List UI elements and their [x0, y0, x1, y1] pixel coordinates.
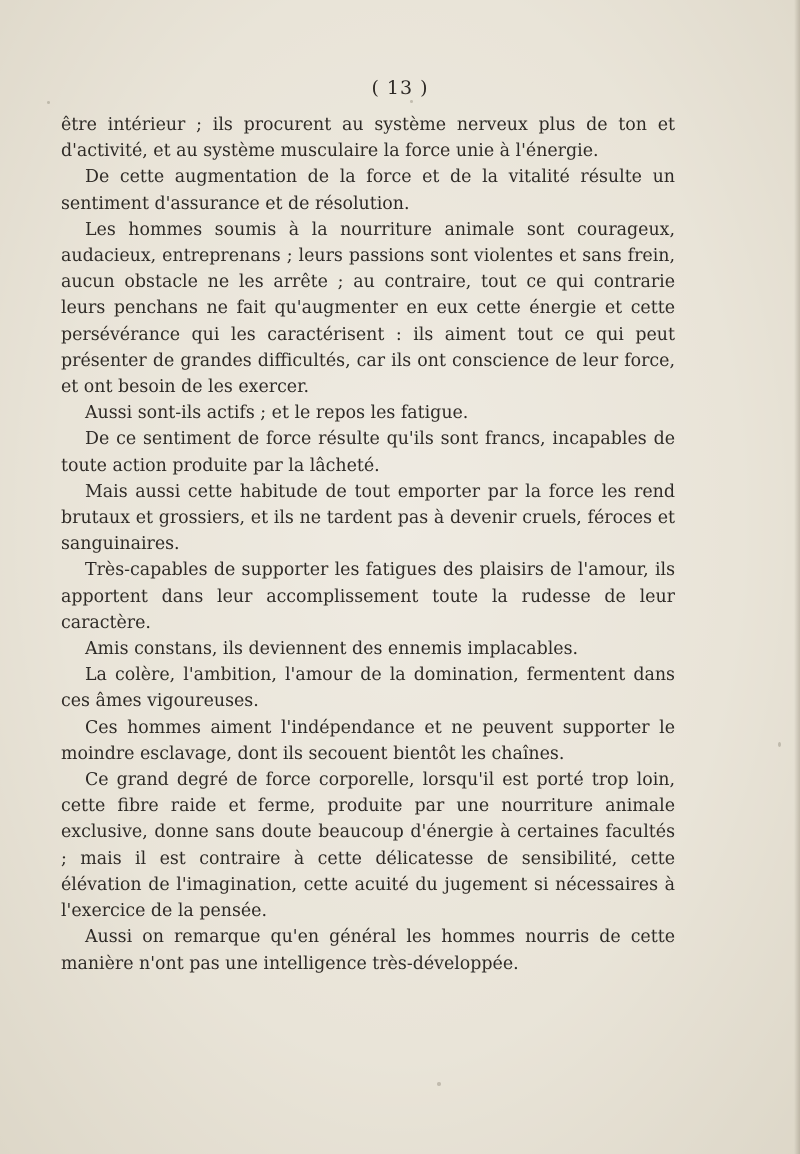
paragraph: Très-capables de supporter les fatigues des plaisirs de l'amour, ils apportent dans leur accomplissement toute la rudesse de leur caractère.: [61, 560, 675, 633]
body-text: [61, 112, 675, 977]
page-number: ( 13 ): [371, 77, 429, 99]
paragraph: De ce sentiment de force résulte qu'ils sont francs, incapables de toute action produite par la lâcheté.: [61, 429, 675, 476]
paragraph: La colère, l'ambition, l'amour de la domination, fermentent dans ces âmes vigoureuses.: [61, 665, 675, 712]
paper-speck: [437, 1082, 441, 1086]
paragraph: être intérieur ; ils procurent au système nerveux plus de ton et d'activité, et au système musculaire la force unie à l'énergie.: [61, 115, 675, 162]
paper-speck: [47, 101, 50, 104]
paragraph: De cette augmentation de la force et de la vitalité résulte un sentiment d'assurance et de résolution.: [61, 167, 675, 214]
paragraph: Amis constans, ils deviennent des ennemis implacables.: [85, 639, 579, 660]
paragraph: Aussi sont-ils actifs ; et le repos les fatigue.: [85, 403, 469, 424]
paragraph: Ce grand degré de force corporelle, lorsqu'il est porté trop loin, cette fibre raide et ferme, produite par une nourriture animale exclusive, donne sans doute beaucoup d'énergie à certaines facultés ; mais il est contraire à cette délicatesse de sensibilité, cette élévation de l'imagination, cette acuité du jugement si nécessaires à l'exercice de la pensée.: [61, 770, 675, 922]
page-edge-shadow: [794, 0, 800, 1154]
paragraph: Aussi on remarque qu'en général les hommes nourris de cette manière n'ont pas une intelligence très-développée.: [61, 927, 675, 974]
paragraph: Mais aussi cette habitude de tout emporter par la force les rend brutaux et grossiers, et ils ne tardent pas à devenir cruels, féroces et sanguinaires.: [61, 481, 675, 555]
paper-speck: [410, 100, 413, 103]
paragraph: Les hommes soumis à la nourriture animale sont courageux, audacieux, entreprenans ; leurs passions sont violentes et sans frein, aucun obstacle ne les arrête ; au contraire, tout ce qui contrarie leurs penchans ne fait qu'augmenter en eux cette énergie et cette persévérance qui les caractérisent : ils aiment tout ce qui peut présenter de grandes difficultés, car ils ont conscience de leur force, et ont besoin de les exercer.: [61, 219, 675, 398]
paragraph: Ces hommes aiment l'indépendance et ne peuvent supporter le moindre esclavage, dont ils secouent bientôt les chaînes.: [61, 717, 675, 764]
paper-speck: [778, 742, 781, 747]
